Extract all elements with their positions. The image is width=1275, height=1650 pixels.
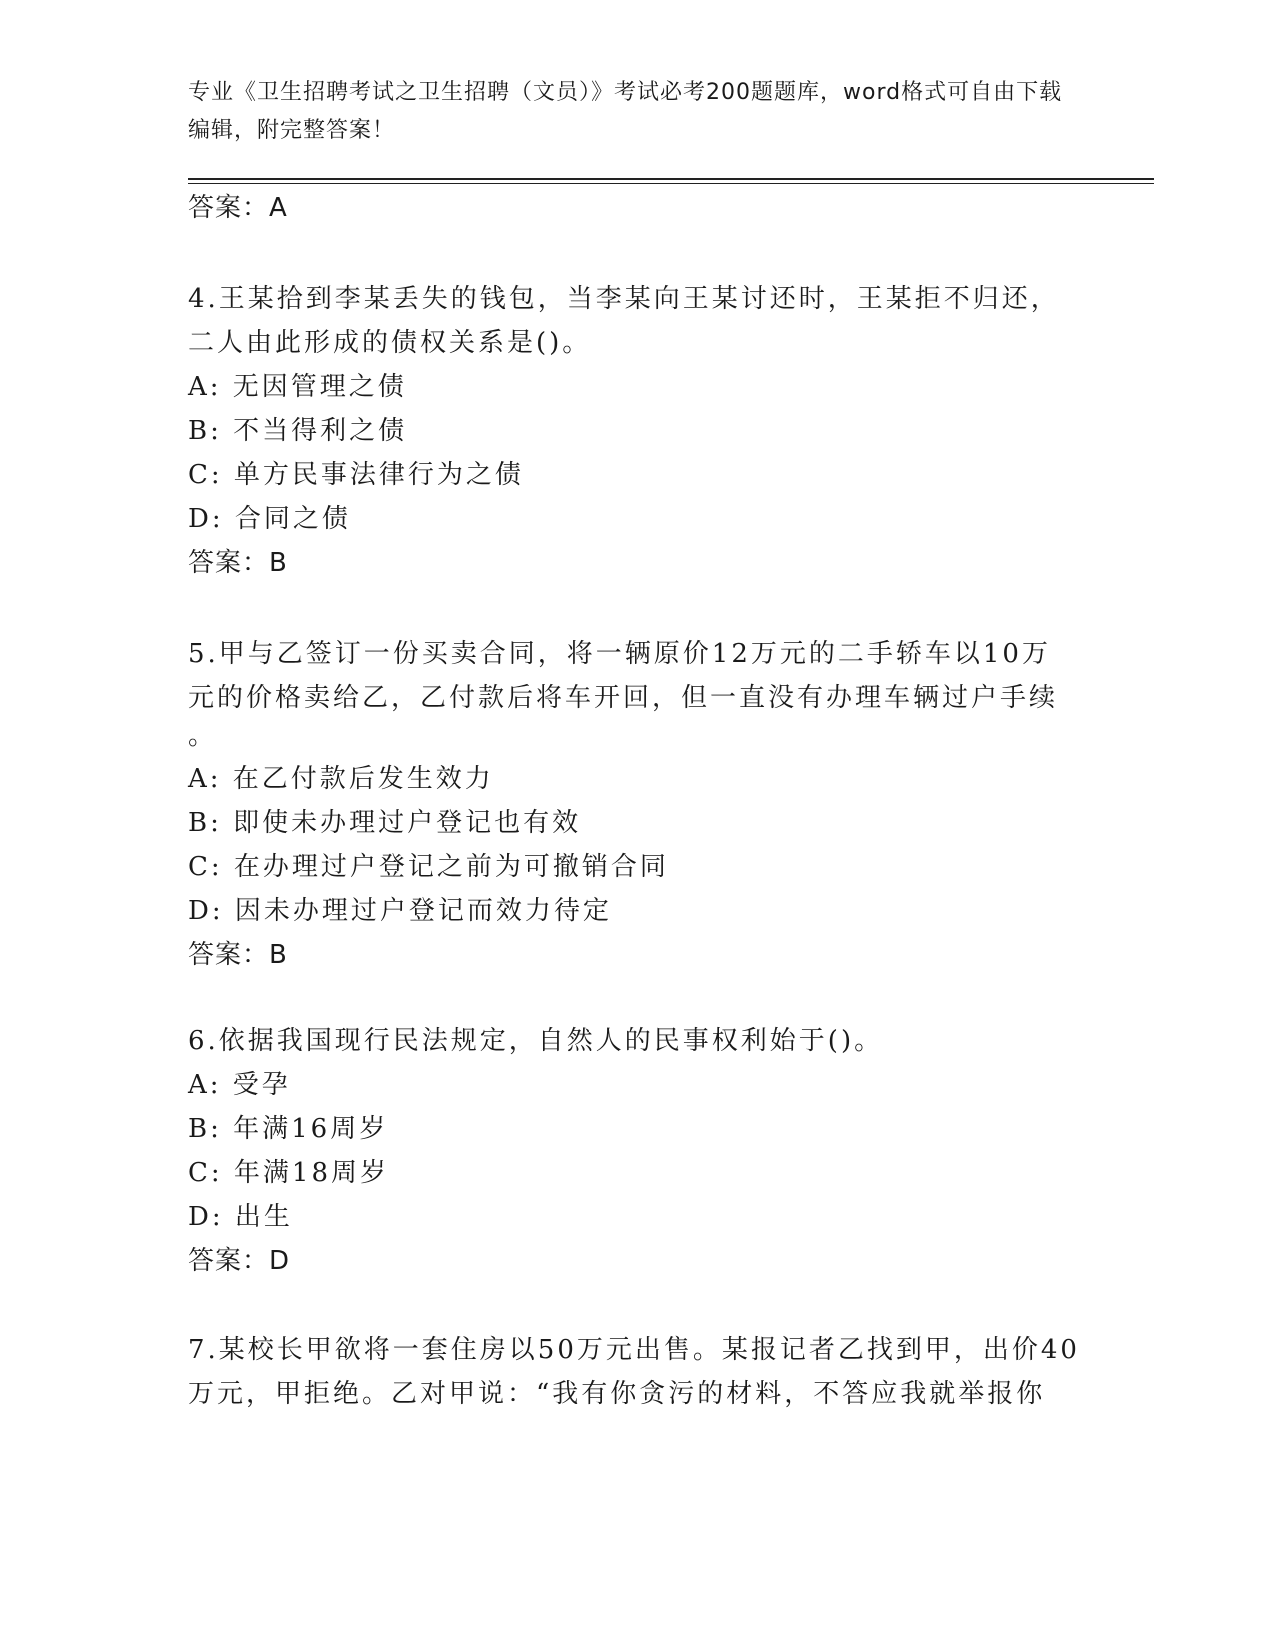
question-6-option-b: B: 年满16周岁 xyxy=(188,1114,389,1144)
question-5-line-1: 5.甲与乙签订一份买卖合同，将一辆原价12万元的二手轿车以10万 xyxy=(188,639,1051,669)
question-5-option-b: B: 即使未办理过户登记也有效 xyxy=(188,808,582,838)
question-5-option-c: C: 在办理过户登记之前为可撤销合同 xyxy=(188,852,669,882)
header-divider-thin xyxy=(188,183,1154,184)
question-4-option-b: B: 不当得利之债 xyxy=(188,416,408,446)
question-5-line-2: 元的价格卖给乙，乙付款后将车开回，但一直没有办理车辆过户手续 xyxy=(188,683,1059,713)
question-6-option-a: A: 受孕 xyxy=(188,1070,291,1100)
question-6-option-c: C: 年满18周岁 xyxy=(188,1158,390,1188)
question-7-line-1: 7.某校长甲欲将一套住房以50万元出售。某报记者乙找到甲，出价40 xyxy=(188,1335,1080,1365)
question-4-line-2: 二人由此形成的债权关系是()。 xyxy=(188,328,592,358)
question-4-option-d: D: 合同之债 xyxy=(188,504,351,534)
question-4-option-a: A: 无因管理之债 xyxy=(188,372,407,402)
question-4-answer: 答案：B xyxy=(188,548,288,578)
question-5-answer: 答案：B xyxy=(188,940,288,970)
question-5-line-3: 。 xyxy=(188,721,218,751)
question-4-option-c: C: 单方民事法律行为之债 xyxy=(188,460,524,490)
question-6-option-d: D: 出生 xyxy=(188,1202,293,1232)
question-4-line-1: 4.王某拾到李某丢失的钱包，当李某向王某讨还时，王某拒不归还， xyxy=(188,284,1060,314)
question-5-option-d: D: 因未办理过户登记而效力待定 xyxy=(188,896,612,926)
document-header: 专业《卫生招聘考试之卫生招聘（文员）》考试必考200题题库，word格式可自由下载编辑，附完整答案！ xyxy=(188,80,1063,143)
question-6-answer: 答案：D xyxy=(188,1246,291,1276)
answer-prev: 答案：A xyxy=(188,193,288,223)
question-7-line-2: 万元，甲拒绝。乙对甲说：“我有你贪污的材料，不答应我就举报你 xyxy=(188,1379,1046,1409)
question-5-option-a: A: 在乙付款后发生效力 xyxy=(188,764,494,794)
header-divider-thick xyxy=(188,178,1154,180)
question-6-line-1: 6.依据我国现行民法规定，自然人的民事权利始于()。 xyxy=(188,1026,884,1056)
